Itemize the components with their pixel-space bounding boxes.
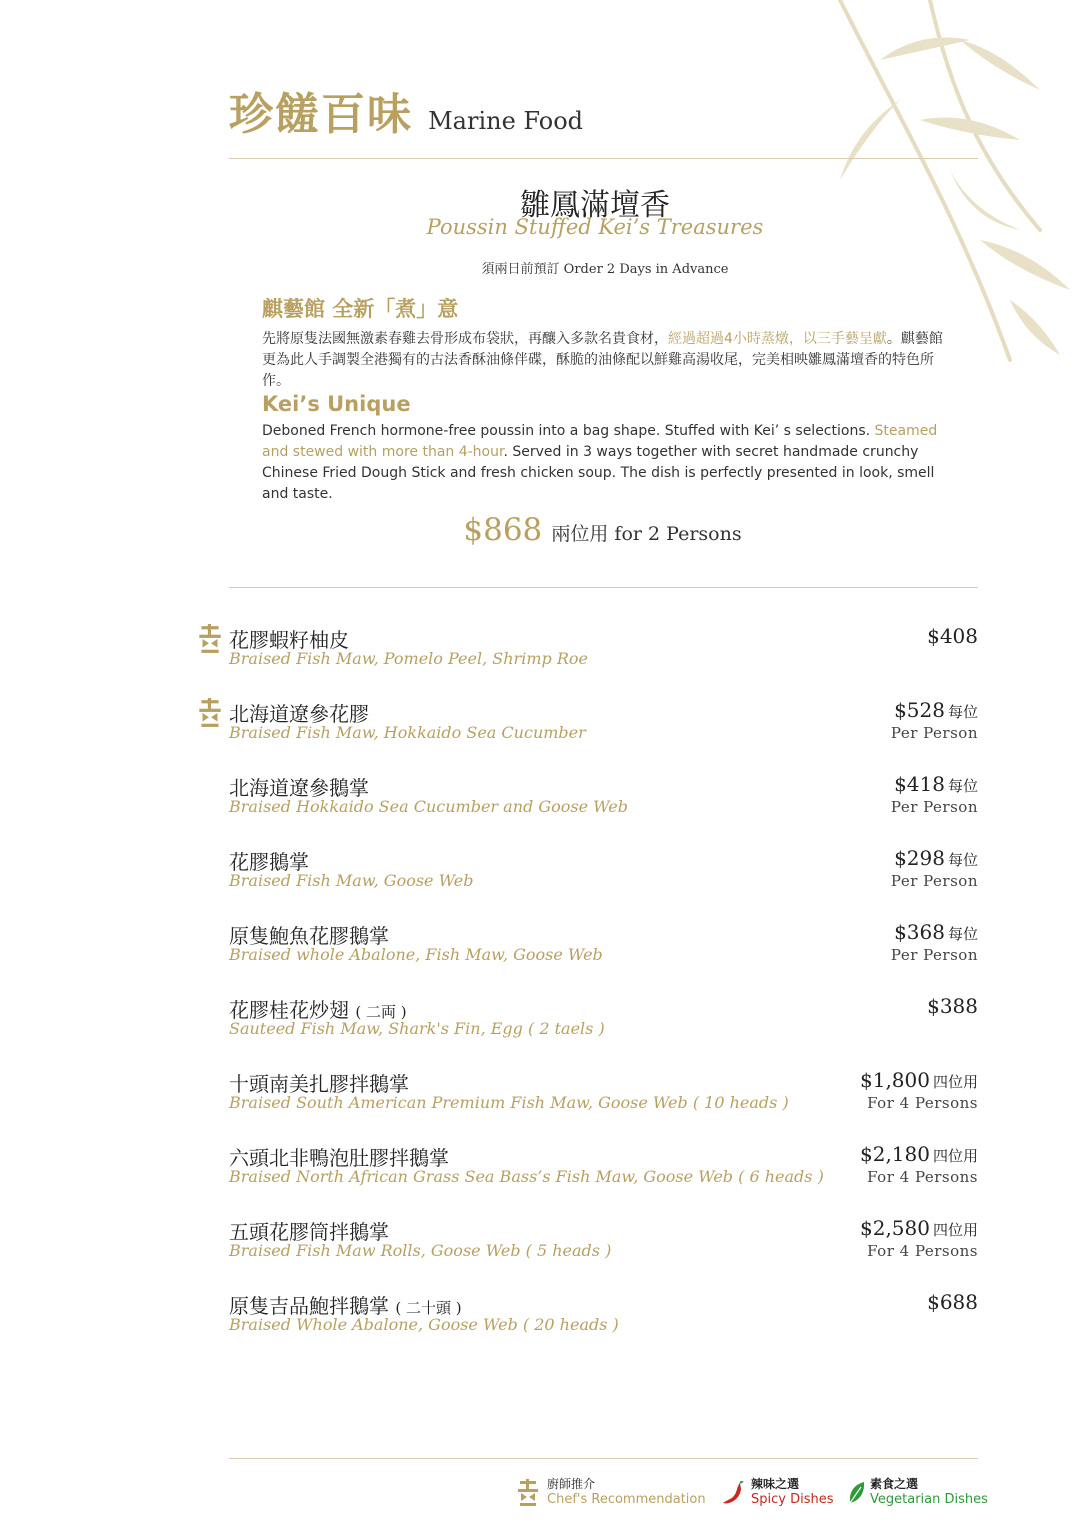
item-name-en: Sauteed Fish Maw, Shark's Fin, Egg ( 2 taels ) xyxy=(229,1019,605,1038)
item-price xyxy=(860,1142,978,1186)
chef-recommendation-seal-icon xyxy=(198,698,222,728)
item-price xyxy=(927,994,978,1018)
legend-veg xyxy=(847,1475,988,1507)
item-price-unit-cn: 四位用 xyxy=(932,1221,978,1239)
item-name-en: Braised South American Premium Fish Maw, Goose Web ( 10 heads ) xyxy=(229,1093,789,1112)
divider xyxy=(229,1458,978,1459)
item-name-cn-text: 五頭花膠筒拌鵝掌 xyxy=(229,1220,389,1244)
section-header xyxy=(229,78,583,142)
item-name-cn-note: ( 二十頭 ) xyxy=(395,1299,462,1317)
item-price xyxy=(891,846,978,890)
item-price xyxy=(927,624,978,648)
item-price-unit-cn: 每位 xyxy=(947,851,978,869)
legend-spicy xyxy=(722,1475,834,1507)
menu-item xyxy=(198,994,978,1058)
section-title-cn: 珍饈百味 xyxy=(229,89,413,140)
item-price-amount: $408 xyxy=(927,624,978,648)
item-price-unit-en: Per Person xyxy=(890,724,978,742)
item-name-cn-text: 原隻吉品鮑拌鵝掌 xyxy=(229,1294,389,1318)
feature-description-cn xyxy=(262,293,952,392)
feature-title-cn: 雛鳳滿壇香 xyxy=(520,188,670,223)
description-en-part1: Deboned French hormone-free poussin into a bag shape. Stuffed with Kei’ s selections. xyxy=(262,423,875,439)
item-price-amount: $688 xyxy=(927,1290,978,1314)
item-price-amount: $368 xyxy=(894,920,945,944)
item-name-cn-text: 花膠蝦籽柚皮 xyxy=(229,628,349,652)
item-price xyxy=(860,1216,978,1260)
item-name-en: Braised North African Grass Sea Bass’s Fish Maw, Goose Web ( 6 heads ) xyxy=(229,1167,824,1186)
item-name-en: Braised Whole Abalone, Goose Web ( 20 heads ) xyxy=(229,1315,619,1334)
chili-icon xyxy=(722,1481,744,1505)
item-price-amount: $1,800 xyxy=(860,1068,930,1092)
menu-item xyxy=(198,1068,978,1132)
section-title-en: Marine Food xyxy=(428,107,584,135)
unique-cn-heading: 麒藝館 全新「煮」意 xyxy=(262,297,459,321)
item-name-en: Braised Hokkaido Sea Cucumber and Goose Web xyxy=(229,797,628,816)
item-price xyxy=(891,698,978,742)
item-price xyxy=(891,920,978,964)
item-price-unit-cn: 每位 xyxy=(947,703,978,721)
item-name-en: Braised Fish Maw, Hokkaido Sea Cucumber xyxy=(229,723,586,742)
description-cn xyxy=(262,329,952,392)
item-name-cn-text: 六頭北非鴨泡肚膠拌鵝掌 xyxy=(229,1146,449,1170)
description-en-highlight: Steamed and stewed with more than 4-hour xyxy=(262,423,938,460)
item-price xyxy=(927,1290,978,1314)
item-name-cn-text: 原隻鮑魚花膠鵝掌 xyxy=(229,924,389,948)
chef-recommendation-seal-icon xyxy=(198,624,222,654)
feature-title-en: Poussin Stuffed Kei’s Treasures xyxy=(426,215,764,239)
item-name-cn-text: 北海道遼參花膠 xyxy=(229,702,369,726)
feature-price-unit: 兩位用 for 2 Persons xyxy=(551,523,742,545)
legend-veg-en: Vegetarian Dishes xyxy=(870,1492,988,1507)
description-en-part2: . Served in 3 ways together with secret handmade crunchy Chinese Fried Dough Stick and fresh chicken soup. The dish is perfectly presented in look, smell and taste. xyxy=(262,444,935,502)
item-price-unit-en: For 4 Persons xyxy=(867,1168,978,1186)
item-price-amount: $388 xyxy=(927,994,978,1018)
menu-item xyxy=(198,846,978,910)
description-cn-part1: 先將原隻法國無激素春雞去骨形成布袋狀，再釀入多款名貴食材， xyxy=(262,331,668,347)
legend-spicy-cn: 辣味之選 xyxy=(751,1477,800,1491)
menu-item xyxy=(198,698,978,762)
divider xyxy=(229,587,978,588)
item-price-amount: $298 xyxy=(894,846,945,870)
item-name-en: Braised Fish Maw, Pomelo Peel, Shrimp Roe xyxy=(229,649,588,668)
item-price-unit-en: For 4 Persons xyxy=(867,1094,978,1112)
menu-item xyxy=(198,624,978,688)
item-price-unit-cn: 每位 xyxy=(947,777,978,795)
item-price-unit-en: Per Person xyxy=(890,946,978,964)
item-name-en: Braised Fish Maw Rolls, Goose Web ( 5 heads ) xyxy=(229,1241,612,1260)
legend-chef xyxy=(517,1475,706,1507)
item-price-unit-cn: 四位用 xyxy=(932,1147,978,1165)
item-name-cn-text: 花膠鵝掌 xyxy=(229,850,309,874)
legend-veg-cn: 素食之選 xyxy=(870,1477,919,1491)
menu-item xyxy=(198,1216,978,1280)
item-price-unit-en: Per Person xyxy=(890,798,978,816)
menu-item xyxy=(198,1142,978,1206)
leaf-icon xyxy=(847,1481,867,1505)
chef-recommendation-seal-icon xyxy=(517,1479,539,1507)
feature-price-amount: $868 xyxy=(463,512,543,548)
item-price xyxy=(891,772,978,816)
description-cn-highlight: 經過超過4小時蒸燉，以三手藝呈獻 xyxy=(668,331,887,347)
item-name-cn-note: ( 二両 ) xyxy=(355,1003,407,1021)
item-price-amount: $418 xyxy=(894,772,945,796)
divider xyxy=(229,158,978,159)
item-price-unit-cn: 四位用 xyxy=(932,1073,978,1091)
unique-en-heading: Kei’s Unique xyxy=(262,392,411,416)
item-price-unit-cn: 每位 xyxy=(947,925,978,943)
menu-item xyxy=(198,772,978,836)
order-note: 須兩日前預訂 Order 2 Days in Advance xyxy=(481,262,729,277)
item-price-amount: $528 xyxy=(894,698,945,722)
legend-chef-en: Chef's Recommendation xyxy=(547,1492,706,1507)
item-price-amount: $2,180 xyxy=(860,1142,930,1166)
menu-item xyxy=(198,920,978,984)
description-cn-part2: 。麒藝館更為此人手調製全港獨有的古法香酥油條伴碟，酥脆的油條配以鮮雞高湯收尾，完美相映雛鳳滿壇香的特色所作。 xyxy=(262,331,943,389)
legend-spicy-en: Spicy Dishes xyxy=(751,1492,834,1507)
item-price-unit-en: For 4 Persons xyxy=(867,1242,978,1260)
item-name-cn-text: 北海道遼參鵝掌 xyxy=(229,776,369,800)
feature-description-en xyxy=(262,392,952,505)
item-price-unit-en: Per Person xyxy=(890,872,978,890)
menu-item xyxy=(198,1290,978,1354)
item-name-en: Braised whole Abalone, Fish Maw, Goose Web xyxy=(229,945,603,964)
description-en xyxy=(262,421,952,505)
item-name-en: Braised Fish Maw, Goose Web xyxy=(229,871,474,890)
item-price-amount: $2,580 xyxy=(860,1216,930,1240)
item-name-cn-text: 花膠桂花炒翅 xyxy=(229,998,349,1022)
legend-chef-cn: 廚師推介 xyxy=(547,1477,596,1491)
item-price xyxy=(860,1068,978,1112)
feature-price xyxy=(0,512,1080,548)
item-name-cn-text: 十頭南美扎膠拌鵝掌 xyxy=(229,1072,409,1096)
